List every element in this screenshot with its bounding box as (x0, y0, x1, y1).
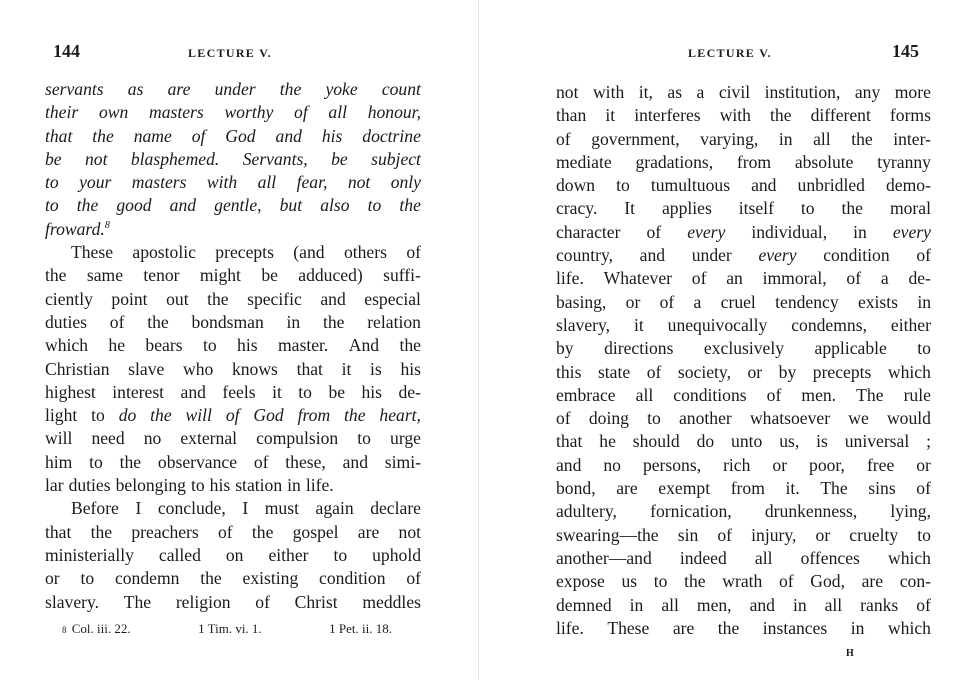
text-line: cracy. It applies itself to the moral (556, 198, 931, 219)
text-line: highest interest and feels it to be his de- (45, 381, 421, 402)
text-line: to your masters with all fear, not only (45, 172, 421, 193)
text-line: that he should do unto us, is universal ; (556, 431, 931, 452)
text-line: another—and indeed all offences which (556, 547, 931, 568)
right-body-text (556, 81, 931, 640)
text-line: expose us to the wrath of God, are con- (556, 571, 931, 592)
text-line: life. Whatever of an immoral, of a de- (556, 268, 931, 289)
text-line: servants as are under the yoke count (45, 79, 421, 99)
text-line: slavery. The religion of Christ meddles (45, 591, 421, 612)
text-line: of government, varying, in all the inter- (556, 128, 931, 149)
text-line: be not blasphemed. Servants, be subject (45, 148, 421, 169)
running-head: LECTURE V. (188, 46, 272, 60)
text-line: which he bears to his master. And the (45, 335, 421, 356)
text-line: than it interferes with the different forms (556, 105, 931, 126)
text-line: of doing to another whatsoever we would (556, 408, 931, 429)
text-line: adultery, fornication, drunkenness, lying, (556, 501, 931, 522)
text-line: ministerially called on either to uphold (45, 544, 421, 565)
text-line: character of every individual, in every (556, 221, 931, 242)
text-line: swearing—the sin of injury, or cruelty to (556, 524, 931, 545)
footnote-marker: 8 (104, 219, 110, 231)
footnote (62, 621, 392, 637)
text-line: lar duties belonging to his station in life. (45, 475, 334, 496)
text-line: and no persons, rich or poor, free or (556, 454, 931, 475)
text-line: bond, are exempt from it. The sins of (556, 478, 931, 499)
left-page (0, 0, 478, 680)
text-line: not with it, as a civil institution, any more (556, 82, 931, 102)
text-line: down to tumultuous and unbridled demo- (556, 175, 931, 196)
text-line: this state of society, or by precepts which (556, 361, 931, 382)
text-line: the same tenor might be adduced) suffi- (45, 265, 421, 286)
footnote-ref: 1 Tim. vi. 1. (198, 621, 262, 636)
footnote-ref: 1 Pet. ii. 18. (329, 621, 392, 636)
text-line: demned in all men, and in all ranks of (556, 594, 931, 615)
text-line: mediate gradations, from absolute tyranny (556, 151, 931, 172)
text-line: by directions exclusively applicable to (556, 338, 931, 359)
text-line: or to condemn the existing condition of (45, 568, 421, 589)
text-line: Christian slave who knows that it is his (45, 358, 421, 379)
text-line: froward.$^8$ (45, 218, 110, 239)
page-number: 145 (892, 41, 919, 61)
text-line: to the good and gentle, but also to the (45, 195, 421, 216)
text-line: light to do the will of God from the heart, (45, 405, 421, 426)
signature-mark: H (846, 648, 854, 659)
text-line: that the preachers of the gospel are not (45, 521, 421, 542)
page-number: 144 (53, 41, 80, 61)
text-line: life. These are the instances in which (556, 617, 931, 638)
text-line: Before I conclude, I must again declare (71, 498, 421, 519)
text-line: ciently point out the specific and especial (45, 288, 421, 309)
text-line: him to the observance of these, and simi- (45, 451, 421, 472)
text-line: slavery, it unequivocally condemns, either (556, 314, 931, 335)
text-line: their own masters worthy of all honour, (45, 102, 421, 123)
running-head: LECTURE V. (688, 46, 772, 60)
left-body-text (45, 78, 421, 614)
footnote-ref: 8 Col. iii. 22. (62, 621, 131, 636)
right-page (478, 0, 980, 680)
text-line: duties of the bondsman in the relation (45, 311, 421, 332)
text-line: will need no external compulsion to urge (45, 428, 421, 449)
text-line: that the name of God and his doctrine (45, 125, 421, 146)
text-line: basing, or of a cruel tendency exists in (556, 291, 931, 312)
text-line: These apostolic precepts (and others of (71, 242, 421, 263)
text-line: embrace all conditions of men. The rule (556, 384, 931, 405)
text-line: country, and under every condition of (556, 245, 931, 266)
